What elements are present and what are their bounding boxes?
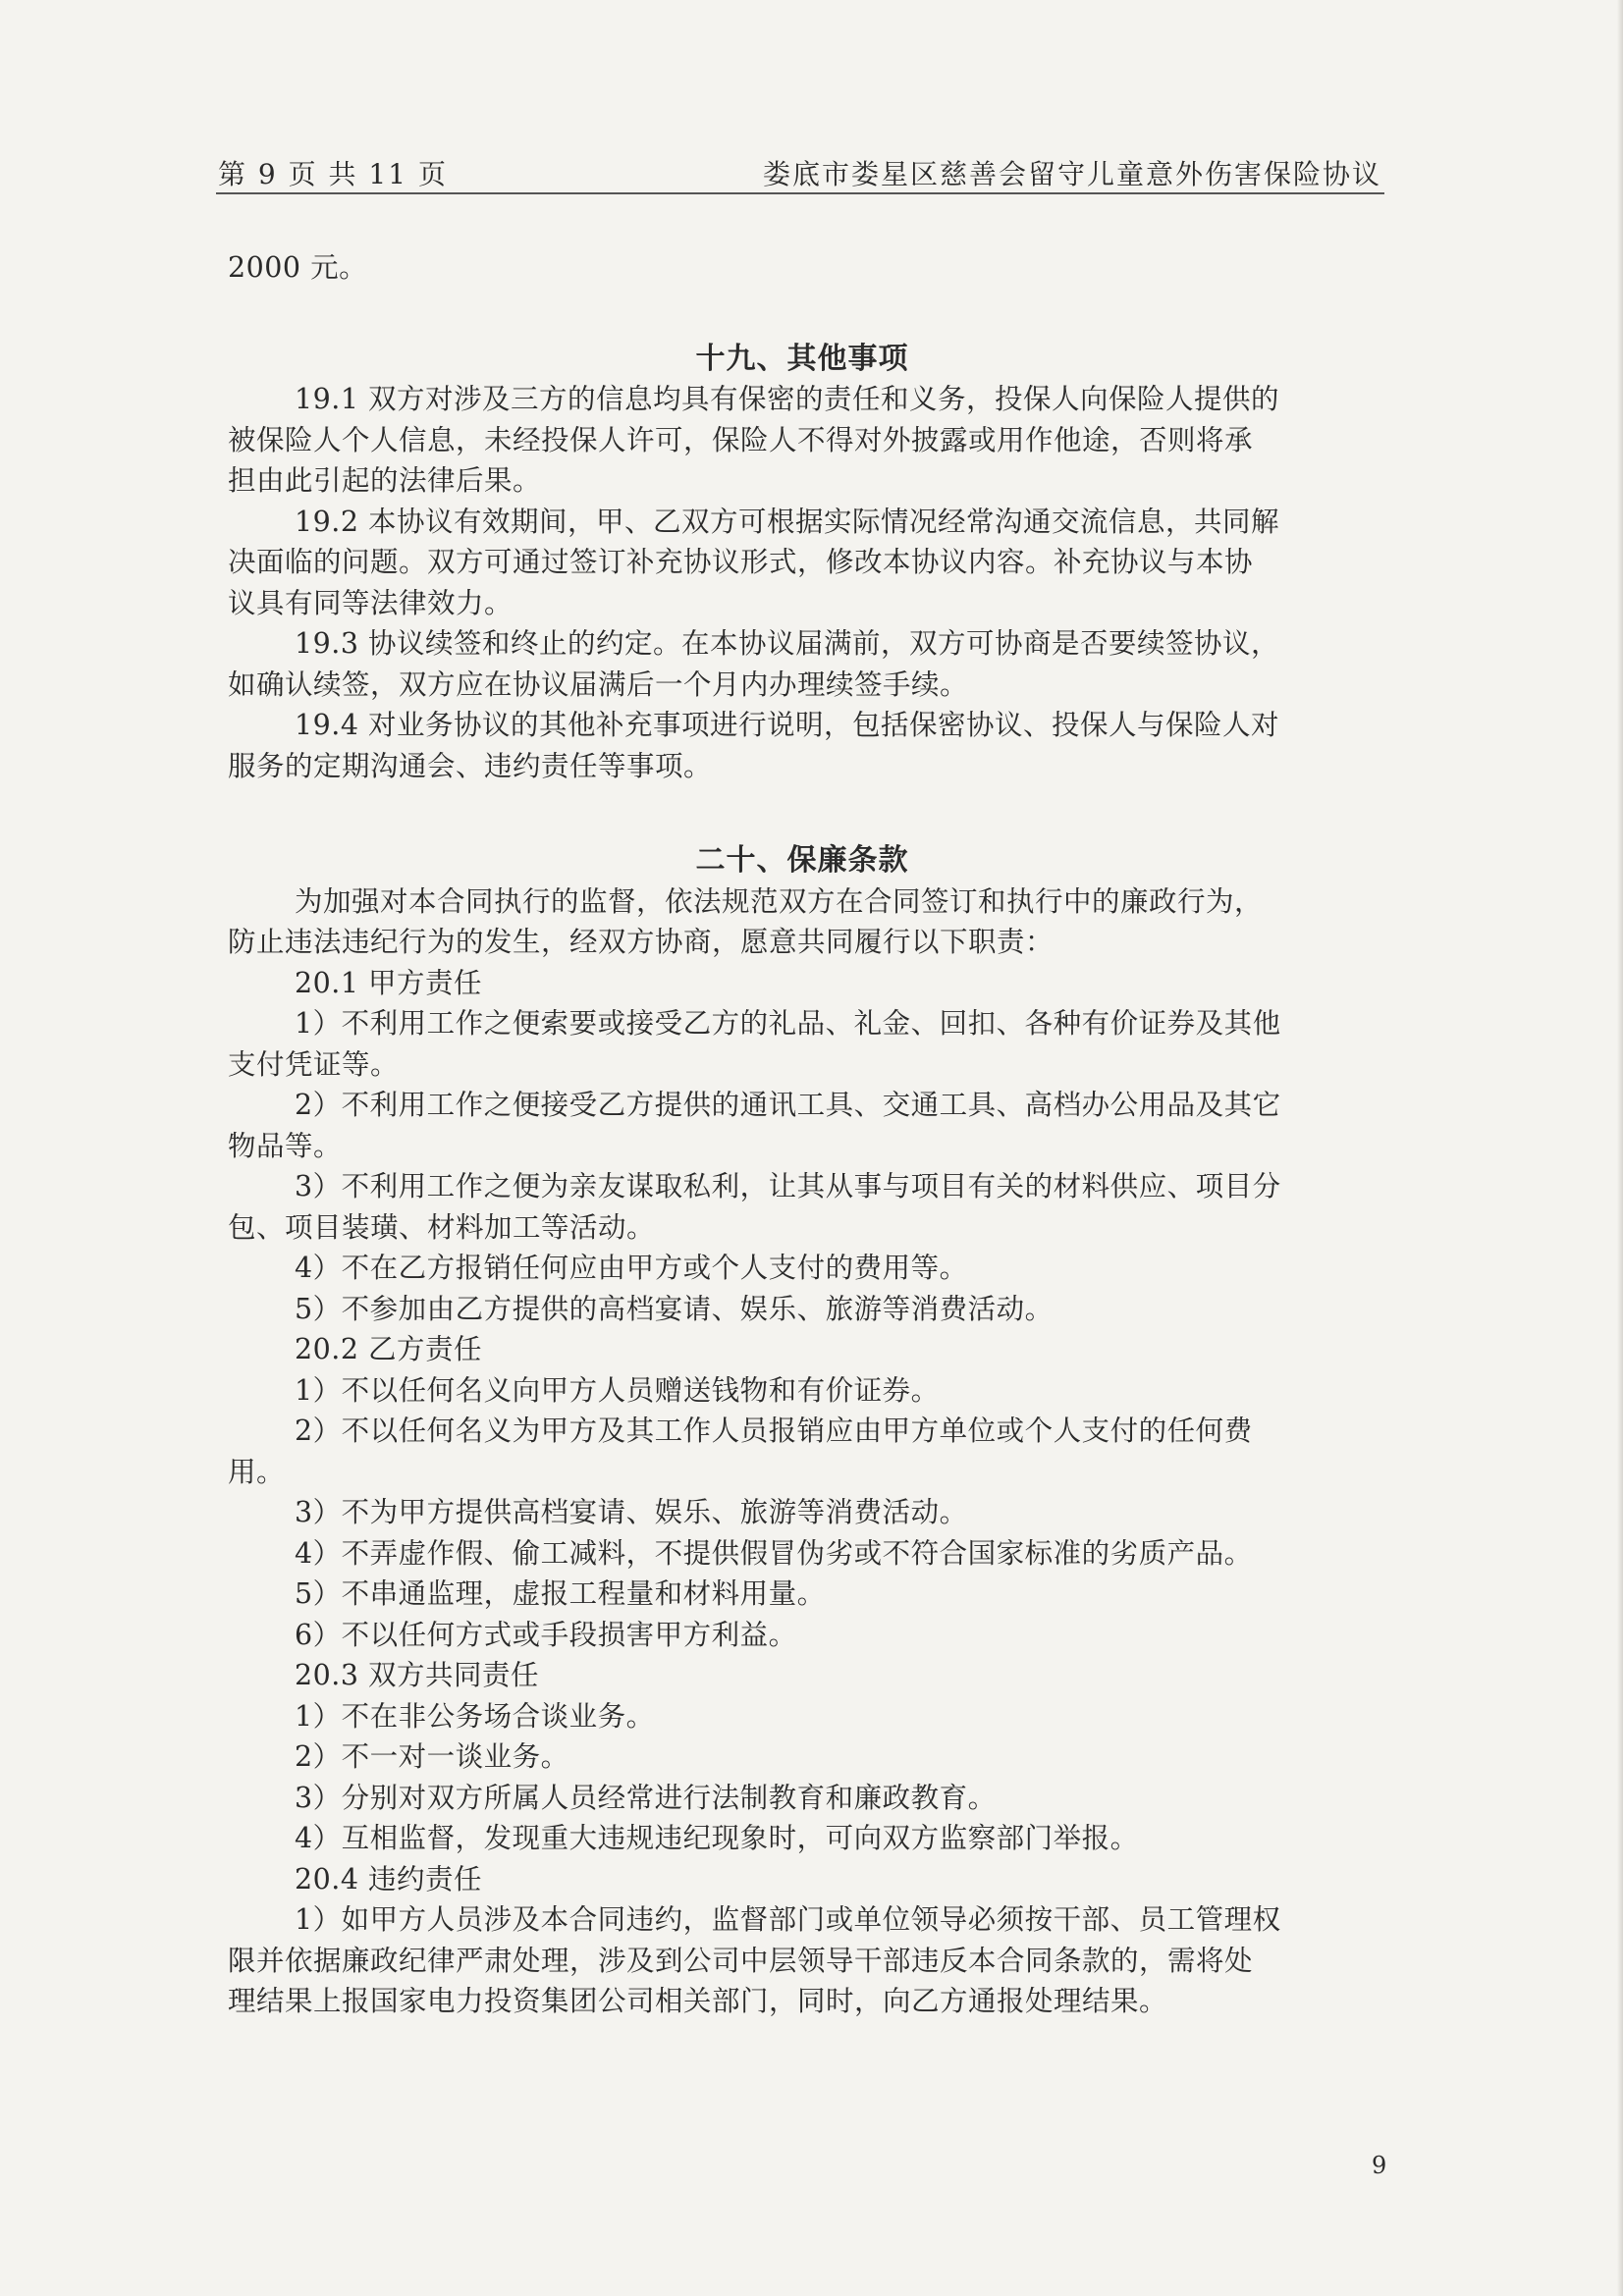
paragraph-line: 支付凭证等。 <box>228 1047 400 1081</box>
subsection-title: 20.1 甲方责任 <box>295 966 483 999</box>
header-title: 娄底市娄星区慈善会留守儿童意外伤害保险协议 <box>762 158 1381 190</box>
page-number: 9 <box>1372 2152 1387 2179</box>
paragraph-line: 3）不为甲方提供高档宴请、娱乐、旅游等消费活动。 <box>295 1496 968 1528</box>
paragraph-line: 1）不利用工作之便索要或接受乙方的礼品、礼金、回扣、各种有价证券及其他 <box>295 1007 1281 1040</box>
paragraph-line: 2）不利用工作之便接受乙方提供的通讯工具、交通工具、高档办公用品及其它 <box>295 1089 1281 1121</box>
header-divider <box>216 192 1384 194</box>
paragraph-line: 1）不在非公务场合谈业务。 <box>295 1699 655 1733</box>
subsection-title: 20.4 违约责任 <box>295 1862 483 1896</box>
section-20-heading: 二十、保廉条款 <box>695 843 909 878</box>
paragraph-line: 4）不弄虚作假、偷工减料，不提供假冒伪劣或不符合国家标准的劣质产品。 <box>295 1536 1253 1570</box>
paragraph-line: 服务的定期沟通会、违约责任等事项。 <box>228 749 713 782</box>
paragraph-line: 3）不利用工作之便为亲友谋取私利，让其从事与项目有关的材料供应、项目分 <box>295 1170 1281 1202</box>
paragraph-line: 决面临的问题。双方可通过签订补充协议形式，修改本协议内容。补充协议与本协 <box>228 546 1254 578</box>
paragraph-line: 物品等。 <box>228 1129 343 1162</box>
paragraph-line: 用。 <box>228 1455 286 1488</box>
spacer <box>228 289 1377 339</box>
paragraph-line: 2）不以任何名义为甲方及其工作人员报销应由甲方单位或个人支付的任何费 <box>295 1415 1253 1447</box>
paragraph-line: 议具有同等法律效力。 <box>228 586 514 619</box>
paragraph-line: 为加强对本合同执行的监督，依法规范双方在合同签订和执行中的廉政行为， <box>295 884 1264 918</box>
document-body <box>228 247 1377 2022</box>
paragraph-line: 4）互相监督，发现重大违规违纪现象时，可向双方监察部门举报。 <box>295 1822 1139 1854</box>
paragraph-line: 1）不以任何名义向甲方人员赠送钱物和有价证券。 <box>295 1373 940 1407</box>
header-page-info: 第 9 页 共 11 页 <box>218 158 448 190</box>
paragraph-line: 防止违法违纪行为的发生，经双方协商，愿意共同履行以下职责： <box>228 926 1055 958</box>
paragraph-line: 限并依据廉政纪律严肃处理，涉及到公司中层领导干部违反本合同条款的，需将处 <box>228 1944 1254 1977</box>
carryover-text: 2000 元。 <box>228 251 368 284</box>
paragraph-line: 19.2 本协议有效期间，甲、乙双方可根据实际情况经常沟通交流信息，共同解 <box>295 505 1280 538</box>
paragraph-line: 3）分别对双方所属人员经常进行法制教育和廉政教育。 <box>295 1781 997 1814</box>
spacer <box>228 786 1377 840</box>
section-19-heading: 十九、其他事项 <box>695 341 909 376</box>
section-19-body <box>228 379 1377 786</box>
paragraph-line: 19.1 双方对涉及三方的信息均具有保密的责任和义务，投保人向保险人提供的 <box>295 383 1280 415</box>
section-20-body <box>228 881 1377 2022</box>
paragraph-line: 6）不以任何方式或手段损害甲方利益。 <box>295 1618 797 1651</box>
paragraph-line: 19.4 对业务协议的其他补充事项进行说明，包括保密协议、投保人与保险人对 <box>295 709 1280 741</box>
paragraph-line: 4）不在乙方报销任何应由甲方或个人支付的费用等。 <box>295 1252 968 1284</box>
paragraph-line: 2）不一对一谈业务。 <box>295 1740 569 1773</box>
subsection-title: 20.2 乙方责任 <box>295 1333 483 1365</box>
page-header <box>218 153 1381 192</box>
paragraph-line: 5）不参加由乙方提供的高档宴请、娱乐、旅游等消费活动。 <box>295 1292 1054 1325</box>
page-edge <box>1617 0 1623 2296</box>
paragraph-line: 包、项目装璜、材料加工等活动。 <box>228 1210 656 1244</box>
paragraph-line: 1）如甲方人员涉及本合同违约，监督部门或单位领导必须按干部、员工管理权 <box>295 1903 1281 1936</box>
subsection-title: 20.3 双方共同责任 <box>295 1659 540 1691</box>
paragraph-line: 如确认续签，双方应在协议届满后一个月内办理续签手续。 <box>228 667 969 701</box>
paragraph-line: 19.3 协议续签和终止的约定。在本协议届满前，双方可协商是否要续签协议， <box>295 627 1280 660</box>
paragraph-line: 担由此引起的法律后果。 <box>228 464 542 497</box>
seal-stamp-fragment <box>1530 444 1623 763</box>
paragraph-line: 5）不串通监理，虚报工程量和材料用量。 <box>295 1577 826 1610</box>
paragraph-line: 被保险人个人信息，未经投保人许可，保险人不得对外披露或用作他途，否则将承 <box>228 423 1254 456</box>
paragraph-line: 理结果上报国家电力投资集团公司相关部门，同时，向乙方通报处理结果。 <box>228 1985 1168 2017</box>
